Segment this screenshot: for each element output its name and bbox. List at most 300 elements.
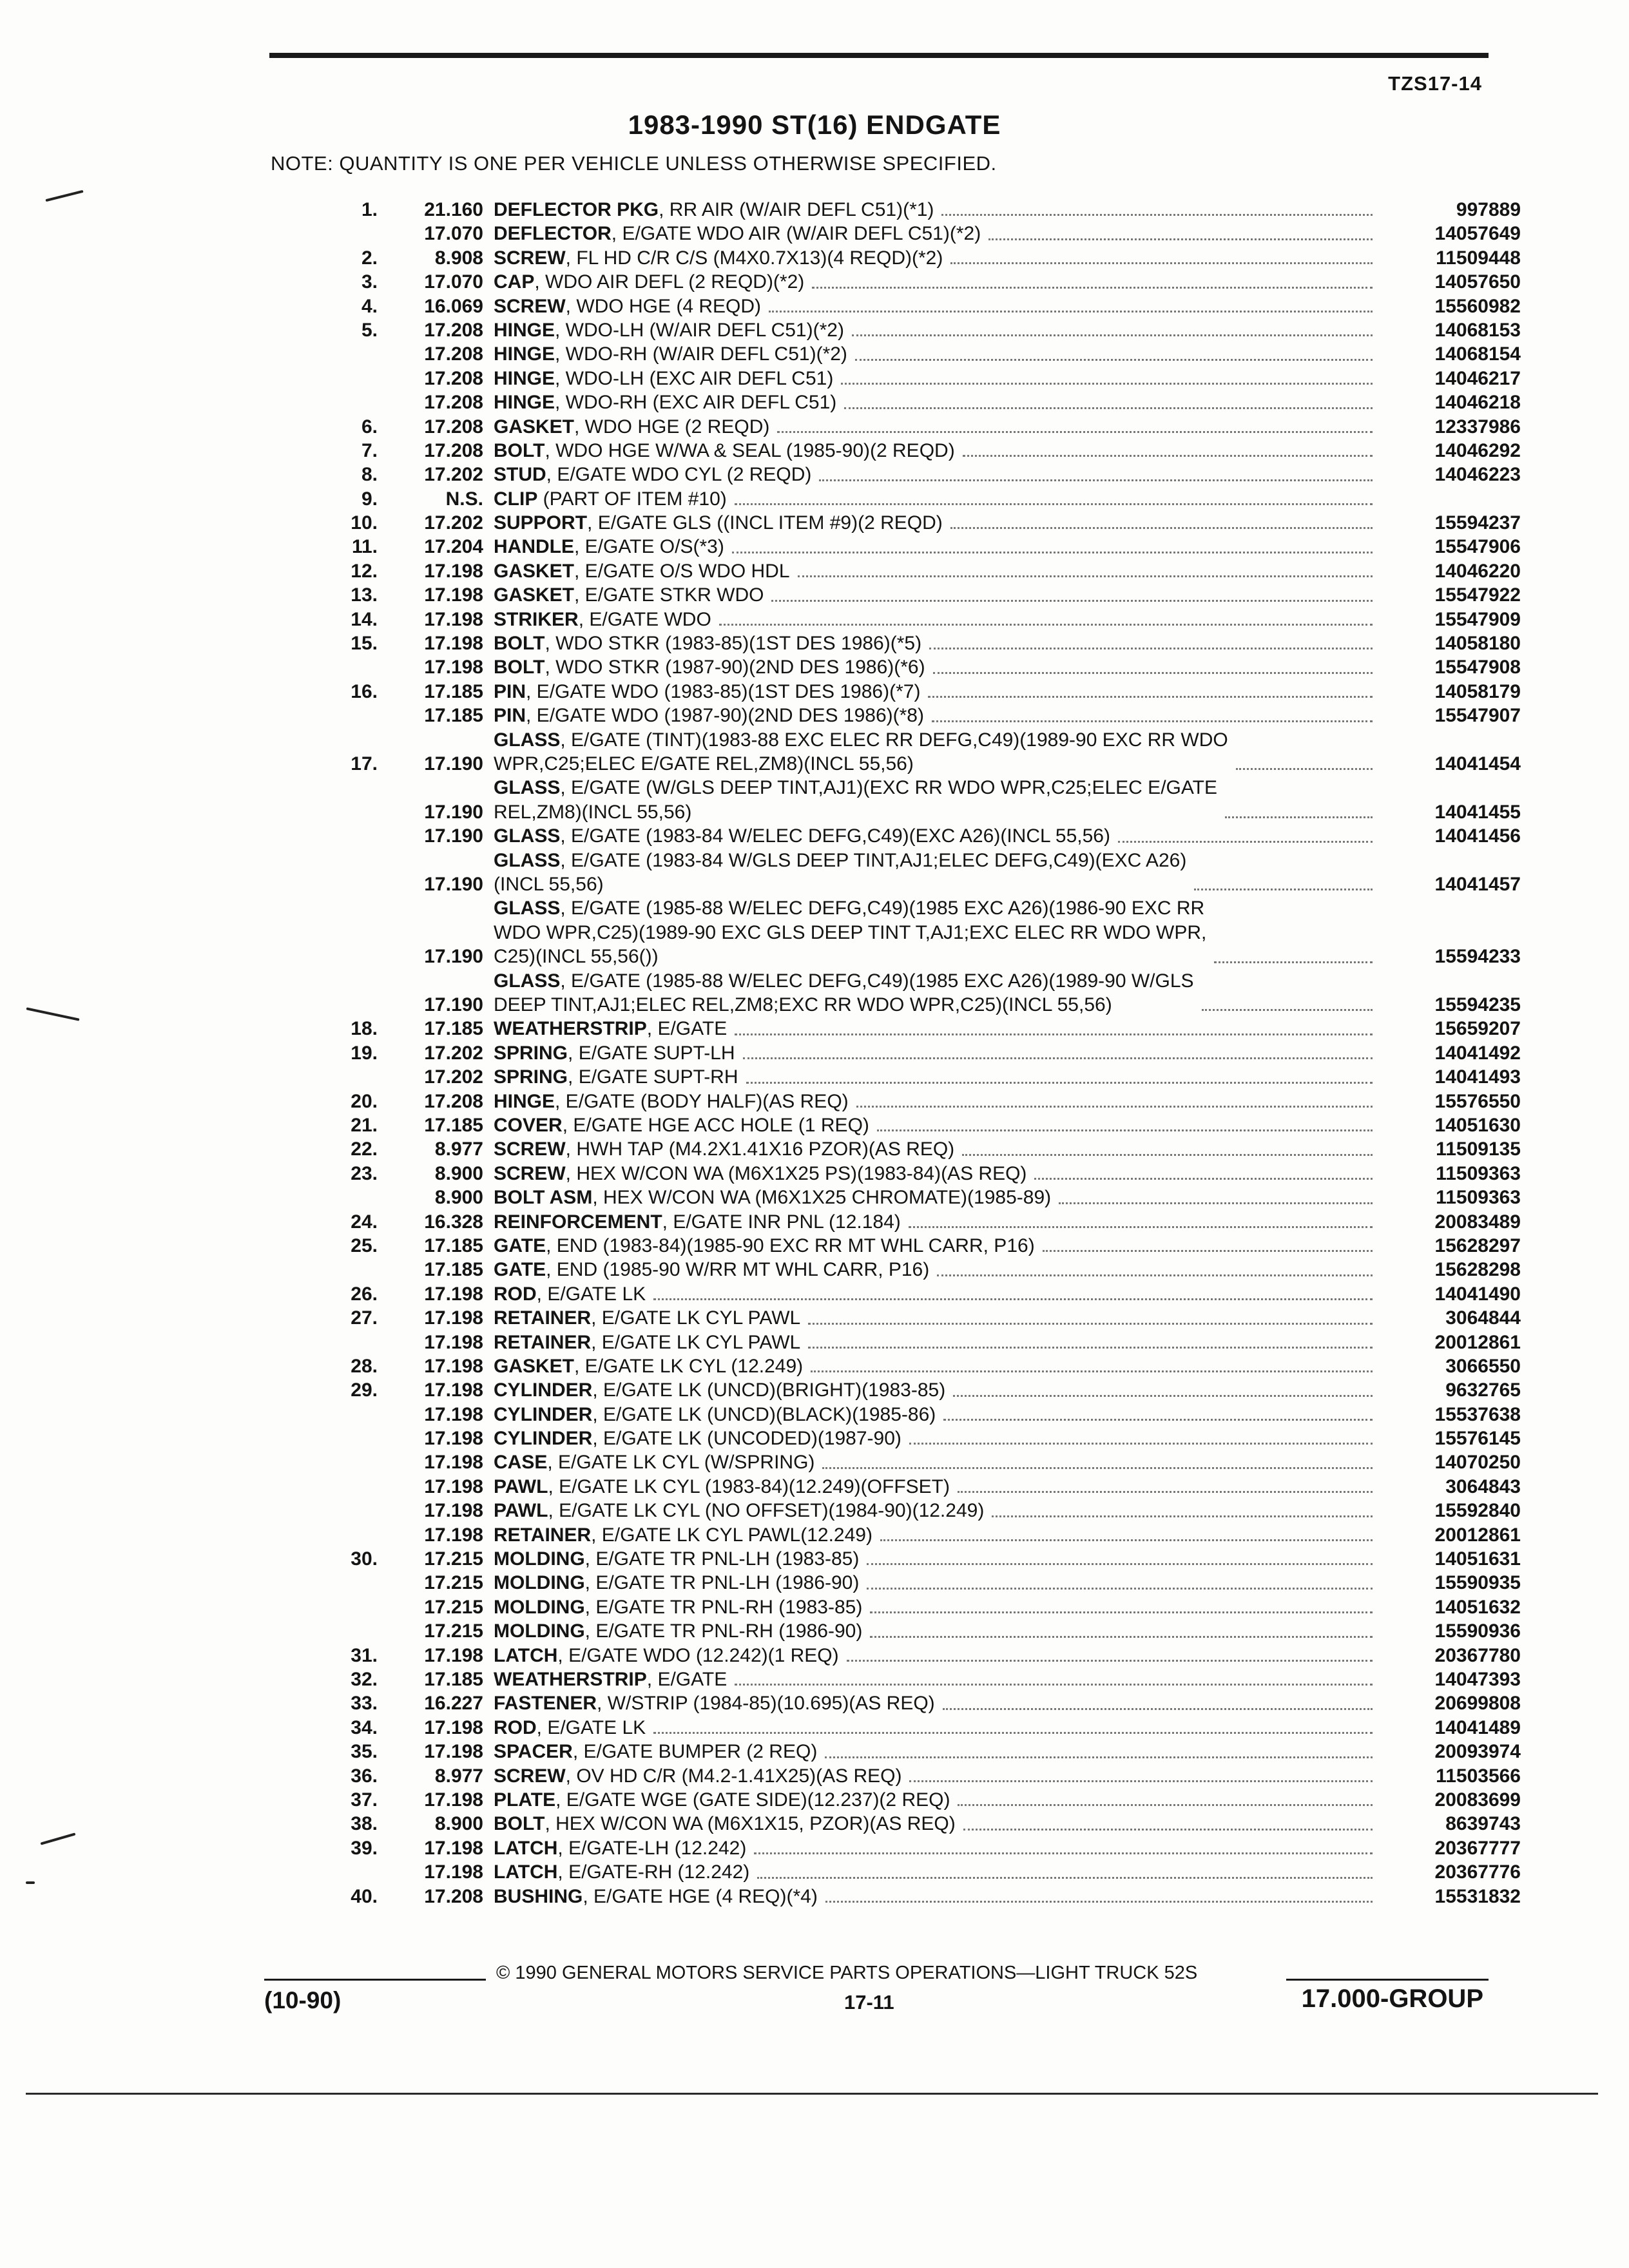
dot-leader: [909, 1226, 1373, 1228]
part-detail: (PART OF ITEM #10): [537, 488, 727, 510]
part-name: SPRING: [494, 1066, 568, 1088]
dot-leader: [822, 1467, 1373, 1469]
group-number: 8.900: [434, 1162, 483, 1184]
part-detail: , WDO STKR (1987-90)(2ND DES 1986)(*6): [545, 657, 925, 678]
part-name: STUD: [494, 464, 546, 486]
part-detail: , E/GATE (1983-84 W/GLS DEEP TINT,AJ1;ELEC DEFG,C49)(EXC A26): [560, 849, 1187, 871]
group-number: 17.190: [424, 825, 483, 847]
dot-leader: [798, 575, 1373, 577]
part-number: 20012861: [1434, 1331, 1521, 1353]
dot-leader: [870, 1611, 1373, 1613]
part-name: BOLT: [494, 657, 545, 678]
item-number: 38.: [351, 1813, 378, 1835]
part-name: COVER: [494, 1115, 563, 1136]
part-detail: , E/GATE LK CYL PAWL: [591, 1307, 801, 1329]
group-number: 17.198: [424, 560, 483, 582]
part-row: [284, 1667, 1521, 1691]
item-number: 31.: [351, 1644, 378, 1666]
part-detail: , HEX W/CON WA (M6X1X15, PZOR)(AS REQ): [545, 1813, 956, 1835]
part-description: [494, 1716, 1379, 1740]
part-row: [284, 1571, 1521, 1595]
part-description: [494, 655, 1379, 679]
part-row: [284, 439, 1521, 463]
part-description: [494, 1644, 1379, 1667]
part-description: [494, 487, 1379, 511]
part-detail: , E/GATE (1985-88 W/ELEC DEFG,C49)(1985 EXC A26)(1986-90 EXC RR: [560, 898, 1205, 919]
item-number: 17.: [351, 753, 378, 774]
item-number: 9.: [361, 488, 378, 510]
item-number: 13.: [351, 584, 378, 606]
part-number: 14070250: [1434, 1452, 1521, 1474]
part-description: [494, 439, 1379, 463]
part-detail: , E/GATE LK CYL (12.249): [574, 1355, 804, 1377]
part-row: [284, 1547, 1521, 1571]
part-detail: , E/GATE O/S(*3): [574, 536, 724, 558]
item-number: 27.: [351, 1307, 378, 1329]
item-number: 11.: [351, 536, 378, 558]
dot-leader: [1194, 889, 1373, 890]
part-row: [284, 559, 1521, 583]
part-number: 15537638: [1434, 1403, 1521, 1425]
part-detail-continued: (INCL 55,56): [494, 874, 604, 896]
quantity-note: NOTE: QUANTITY IS ONE PER VEHICLE UNLESS OTHERWISE SPECIFIED.: [271, 152, 997, 175]
part-name: HANDLE: [494, 536, 574, 558]
group-number: 16.328: [424, 1211, 483, 1233]
part-detail: , E/GATE WDO CYL (2 REQD): [546, 464, 812, 486]
part-name: SCREW: [494, 1162, 566, 1184]
page-title: 1983-1990 ST(16) ENDGATE: [628, 110, 1001, 140]
part-name: MOLDING: [494, 1596, 585, 1618]
part-detail: , WDO-RH (EXC AIR DEFL C51): [555, 392, 837, 414]
item-number: 24.: [351, 1211, 378, 1233]
part-row: [284, 1306, 1521, 1330]
part-name: GLASS: [494, 898, 561, 919]
part-row: [284, 1041, 1521, 1065]
part-number: 11509448: [1436, 247, 1521, 269]
group-number: 17.198: [424, 1644, 483, 1666]
part-description: [494, 680, 1379, 704]
dot-leader: [1059, 1202, 1373, 1204]
part-number: 12337986: [1434, 416, 1521, 437]
part-name: HINGE: [494, 367, 555, 389]
part-description: [494, 1234, 1379, 1258]
group-number: 17.198: [424, 1837, 483, 1859]
item-number: 12.: [351, 560, 378, 582]
group-number: 17.198: [424, 584, 483, 606]
part-description: [494, 1571, 1379, 1595]
part-number: 11509363: [1436, 1162, 1521, 1184]
group-number: 17.198: [424, 1716, 483, 1738]
part-name: RETAINER: [494, 1331, 592, 1353]
part-name: SCREW: [494, 295, 566, 317]
group-number: 17.215: [424, 1620, 483, 1642]
part-description: [494, 1499, 1379, 1523]
group-number: 17.185: [424, 680, 483, 702]
part-number: 11509135: [1436, 1139, 1521, 1160]
part-row: [284, 1210, 1521, 1234]
group-number: 17.215: [424, 1548, 483, 1570]
part-row: [284, 704, 1521, 727]
part-description: [494, 1378, 1379, 1402]
part-description: [494, 1836, 1379, 1860]
part-description: [494, 1450, 1379, 1474]
part-row: [284, 390, 1521, 414]
part-number: 20367777: [1434, 1837, 1521, 1859]
part-row: [284, 1090, 1521, 1113]
part-row: [284, 1403, 1521, 1427]
part-name: SPRING: [494, 1042, 568, 1064]
group-number: 17.208: [424, 319, 483, 341]
item-number: 2.: [361, 247, 378, 269]
dot-leader: [1225, 816, 1373, 818]
item-number: 8.: [361, 464, 378, 486]
part-detail: , W/STRIP (1984-85)(10.695)(AS REQ): [597, 1693, 935, 1715]
part-detail: , E/GATE (1983-84 W/ELEC DEFG,C49)(EXC A26)(INCL 55,56): [560, 825, 1110, 847]
part-detail: , E/GATE SUPT-RH: [568, 1066, 738, 1088]
item-number: 36.: [351, 1765, 378, 1787]
group-number: 8.900: [434, 1187, 483, 1209]
part-number: 15659207: [1434, 1018, 1521, 1040]
part-row: [284, 849, 1521, 897]
group-number: 17.202: [424, 1066, 483, 1088]
group-number: 17.198: [424, 1452, 483, 1474]
part-description: [494, 1331, 1379, 1354]
part-row: [284, 1137, 1521, 1161]
part-name: CYLINDER: [494, 1403, 593, 1425]
group-number: 17.185: [424, 1668, 483, 1690]
item-number: 22.: [351, 1139, 378, 1160]
part-description: [494, 1619, 1379, 1643]
item-number: 26.: [351, 1283, 378, 1305]
part-number: 14041490: [1434, 1283, 1521, 1305]
part-name: PIN: [494, 705, 526, 727]
part-row: [284, 1354, 1521, 1378]
part-detail: , WDO-LH (W/AIR DEFL C51)(*2): [555, 319, 844, 341]
part-number: 15592840: [1434, 1500, 1521, 1522]
part-row: [284, 1378, 1521, 1402]
item-number: 19.: [351, 1042, 378, 1064]
part-description: [494, 318, 1379, 342]
part-number: 14058180: [1434, 633, 1521, 655]
dot-leader: [1202, 1009, 1373, 1011]
hole-punch-mark: [41, 1832, 76, 1845]
group-number: 17.215: [424, 1572, 483, 1594]
part-name: GASKET: [494, 416, 575, 437]
dot-leader: [841, 383, 1373, 385]
part-detail: , E/GATE (W/GLS DEEP TINT,AJ1)(EXC RR WDO WPR,C25;ELEC E/GATE: [560, 777, 1217, 799]
part-number: 997889: [1456, 198, 1521, 220]
item-number: 33.: [351, 1693, 378, 1715]
part-number: 14041493: [1434, 1066, 1521, 1088]
part-row: [284, 294, 1521, 318]
part-name: WEATHERSTRIP: [494, 1018, 647, 1040]
part-detail: , E/GATE-LH (12.242): [557, 1837, 747, 1859]
part-name: LATCH: [494, 1861, 558, 1883]
part-number: 15594237: [1434, 512, 1521, 534]
part-description: [494, 1427, 1379, 1450]
part-description: [494, 1740, 1379, 1763]
part-name: LATCH: [494, 1644, 558, 1666]
part-row: [284, 1499, 1521, 1523]
dot-leader: [877, 1129, 1373, 1131]
part-row: [284, 1885, 1521, 1908]
part-name: PLATE: [494, 1789, 556, 1811]
dot-leader: [950, 262, 1373, 264]
item-number: 6.: [361, 416, 378, 437]
part-detail: , END (1985-90 W/RR MT WHL CARR, P16): [546, 1259, 930, 1281]
part-row: [284, 824, 1521, 848]
part-row: [284, 1836, 1521, 1860]
part-number: 14068154: [1434, 343, 1521, 365]
part-number: 15628297: [1434, 1235, 1521, 1256]
group-number: 17.198: [424, 608, 483, 630]
part-detail: , E/GATE-RH (12.242): [557, 1861, 750, 1883]
part-name: HINGE: [494, 1090, 555, 1112]
part-name: BOLT ASM: [494, 1187, 593, 1209]
group-number: 17.208: [424, 367, 483, 389]
item-number: 15.: [351, 633, 378, 655]
dot-leader: [769, 311, 1373, 312]
part-row: [284, 1764, 1521, 1788]
part-description: [494, 1812, 1379, 1836]
dot-leader: [958, 1804, 1373, 1806]
part-name: SUPPORT: [494, 512, 588, 534]
group-number: 8.977: [434, 1765, 483, 1787]
group-number: 17.198: [424, 1500, 483, 1522]
part-detail: , WDO HGE (4 REQD): [565, 295, 762, 317]
part-detail: , E/GATE SUPT-LH: [568, 1042, 735, 1064]
group-number: 17.198: [424, 1379, 483, 1401]
group-number: 17.198: [424, 1428, 483, 1450]
part-number: 3064844: [1445, 1307, 1521, 1329]
part-detail-continued: WPR,C25;ELEC E/GATE REL,ZM8)(INCL 55,56): [494, 753, 914, 774]
part-row: [284, 1523, 1521, 1547]
part-name: DEFLECTOR PKG: [494, 198, 659, 220]
part-name: PAWL: [494, 1475, 548, 1497]
part-detail: , E/GATE STKR WDO: [574, 584, 764, 606]
part-number: 14041455: [1434, 801, 1521, 823]
part-number: 14051630: [1434, 1115, 1521, 1136]
part-name: FASTENER: [494, 1693, 597, 1715]
part-row: [284, 728, 1521, 776]
part-description: [494, 896, 1379, 968]
group-number: 17.215: [424, 1596, 483, 1618]
part-description: [494, 535, 1379, 559]
part-description: [494, 390, 1379, 414]
part-name: GASKET: [494, 1355, 575, 1377]
part-description: [494, 1788, 1379, 1812]
part-number: 20699808: [1434, 1693, 1521, 1715]
part-number: 15576550: [1434, 1090, 1521, 1112]
part-detail: , E/GATE LK CYL PAWL: [591, 1331, 801, 1353]
part-number: 15547907: [1434, 705, 1521, 727]
item-number: 18.: [351, 1018, 378, 1040]
part-detail: , E/GATE TR PNL-RH (1986-90): [584, 1620, 863, 1642]
part-row: [284, 1258, 1521, 1282]
dot-leader: [777, 431, 1373, 433]
part-description: [494, 704, 1379, 727]
part-number: 14051631: [1434, 1548, 1521, 1570]
dot-leader: [943, 1708, 1373, 1710]
part-row: [284, 1812, 1521, 1836]
part-row: [284, 1017, 1521, 1041]
group-number: 17.208: [424, 1885, 483, 1907]
item-number: 16.: [351, 680, 378, 702]
dot-leader: [653, 1732, 1373, 1734]
publication-date: (10-90): [264, 1987, 342, 2013]
item-number: 3.: [361, 271, 378, 293]
part-number: 20367780: [1434, 1644, 1521, 1666]
part-description: [494, 294, 1379, 318]
part-description: [494, 1017, 1379, 1041]
group-number: 17.198: [424, 1355, 483, 1377]
part-name: PIN: [494, 680, 526, 702]
part-description: [494, 1667, 1379, 1691]
dot-leader: [808, 1323, 1373, 1325]
item-number: 14.: [351, 608, 378, 630]
part-number: 14041489: [1434, 1716, 1521, 1738]
part-detail: , E/GATE LK (UNCD)(BRIGHT)(1983-85): [592, 1379, 946, 1401]
part-name: GLASS: [494, 849, 561, 871]
group-number: 17.190: [424, 874, 483, 896]
part-row: [284, 1716, 1521, 1740]
group-number: 16.069: [424, 295, 483, 317]
item-number: 20.: [351, 1090, 378, 1112]
part-name: MOLDING: [494, 1548, 585, 1570]
scan-edge-rule: [26, 2093, 1598, 2095]
group-number: 17.185: [424, 1259, 483, 1281]
part-detail: , E/GATE (BODY HALF)(AS REQ): [555, 1090, 849, 1112]
part-number: 3066550: [1445, 1355, 1521, 1377]
part-name: SCREW: [494, 1139, 566, 1160]
group-number: 17.185: [424, 705, 483, 727]
part-name: CYLINDER: [494, 1428, 593, 1450]
part-description: [494, 1860, 1379, 1884]
part-name: GATE: [494, 1235, 546, 1256]
group-number: 17.198: [424, 1403, 483, 1425]
dot-leader: [909, 1443, 1373, 1445]
part-detail: , E/GATE: [646, 1018, 728, 1040]
group-label: 17.000-GROUP: [1301, 1984, 1483, 2013]
group-number: 17.190: [424, 753, 483, 774]
part-detail: , WDO-LH (EXC AIR DEFL C51): [555, 367, 834, 389]
part-description: [494, 776, 1379, 824]
item-number: 30.: [351, 1548, 378, 1570]
part-number: 14046220: [1434, 560, 1521, 582]
part-row: [284, 1475, 1521, 1499]
part-name: MOLDING: [494, 1572, 585, 1594]
group-number: 17.198: [424, 1331, 483, 1353]
part-name: GLASS: [494, 970, 561, 992]
part-description: [494, 1523, 1379, 1547]
part-name: MOLDING: [494, 1620, 585, 1642]
group-number: 8.977: [434, 1139, 483, 1160]
part-name: GATE: [494, 1259, 546, 1281]
part-row: [284, 1691, 1521, 1715]
item-number: 25.: [351, 1235, 378, 1256]
dot-leader: [867, 1588, 1373, 1590]
part-detail: , E/GATE WDO: [578, 608, 711, 630]
part-description: [494, 1306, 1379, 1330]
group-number: 17.190: [424, 994, 483, 1016]
group-number: 17.185: [424, 1115, 483, 1136]
part-name: SCREW: [494, 1765, 566, 1787]
part-description: [494, 969, 1379, 1017]
group-number: 17.204: [424, 536, 483, 558]
part-number: 15594233: [1434, 946, 1521, 968]
part-detail: , E/GATE O/S WDO HDL: [574, 560, 790, 582]
part-detail: , WDO STKR (1983-85)(1ST DES 1986)(*5): [545, 633, 922, 655]
part-row: [284, 1644, 1521, 1667]
part-name: GLASS: [494, 729, 561, 751]
group-number: 21.160: [424, 198, 483, 220]
part-detail-continued: C25)(INCL 55,56()): [494, 946, 659, 968]
part-detail: , E/GATE LK CYL PAWL(12.249): [591, 1524, 872, 1546]
part-detail: , E/GATE LK (UNCD)(BLACK)(1985-86): [592, 1403, 936, 1425]
part-number: 9632765: [1445, 1379, 1521, 1401]
part-row: [284, 776, 1521, 824]
part-row: [284, 1331, 1521, 1354]
group-number: 16.227: [424, 1693, 483, 1715]
part-row: [284, 367, 1521, 390]
group-number: 17.208: [424, 392, 483, 414]
part-name: PAWL: [494, 1500, 548, 1522]
part-detail: , E/GATE LK: [536, 1283, 646, 1305]
part-number: 14057649: [1434, 223, 1521, 245]
part-row: [284, 583, 1521, 607]
part-detail-continued: DEEP TINT,AJ1;ELEC REL,ZM8;EXC RR WDO WPR,C25)(INCL 55,56): [494, 994, 1112, 1016]
part-row: [284, 415, 1521, 439]
dot-leader: [852, 334, 1373, 336]
dot-leader: [825, 1901, 1373, 1903]
part-detail: , E/GATE GLS ((INCL ITEM #9)(2 REQD): [587, 512, 943, 534]
part-detail: , WDO AIR DEFL (2 REQD)(*2): [534, 271, 805, 293]
dot-leader: [950, 527, 1373, 529]
part-name: GLASS: [494, 825, 561, 847]
part-row: [284, 1619, 1521, 1643]
part-detail: , E/GATE WDO (1983-85)(1ST DES 1986)(*7): [526, 680, 921, 702]
part-row: [284, 1450, 1521, 1474]
part-number: 14041454: [1434, 753, 1521, 774]
part-number: 14058179: [1434, 680, 1521, 702]
part-row: [284, 198, 1521, 222]
part-detail: , E/GATE BUMPER (2 REQ): [572, 1741, 818, 1763]
part-detail: , WDO HGE W/WA & SEAL (1985-90)(2 REQD): [545, 439, 955, 461]
part-detail: , E/GATE WDO (1987-90)(2ND DES 1986)(*8): [526, 705, 924, 727]
part-name: REINFORCEMENT: [494, 1211, 662, 1233]
part-detail: , HEX W/CON WA (M6X1X25 PS)(1983-84)(AS REQ): [565, 1162, 1027, 1184]
group-number: 17.198: [424, 1307, 483, 1329]
part-number: 15560982: [1434, 295, 1521, 317]
dot-leader: [1034, 1178, 1373, 1180]
part-name: HINGE: [494, 319, 555, 341]
dot-leader: [1214, 961, 1373, 963]
dot-leader: [855, 359, 1373, 361]
dot-leader: [719, 624, 1373, 626]
part-description: [494, 1137, 1379, 1161]
part-description: [494, 222, 1379, 245]
dot-leader: [941, 214, 1373, 216]
dot-leader: [929, 648, 1373, 649]
part-number: 14068153: [1434, 319, 1521, 341]
part-description: [494, 1403, 1379, 1427]
part-description: [494, 1354, 1379, 1378]
part-description: [494, 463, 1379, 486]
group-number: 17.190: [424, 946, 483, 968]
parts-list: [284, 198, 1521, 1908]
dot-leader: [811, 1370, 1373, 1372]
group-number: 17.070: [424, 271, 483, 293]
